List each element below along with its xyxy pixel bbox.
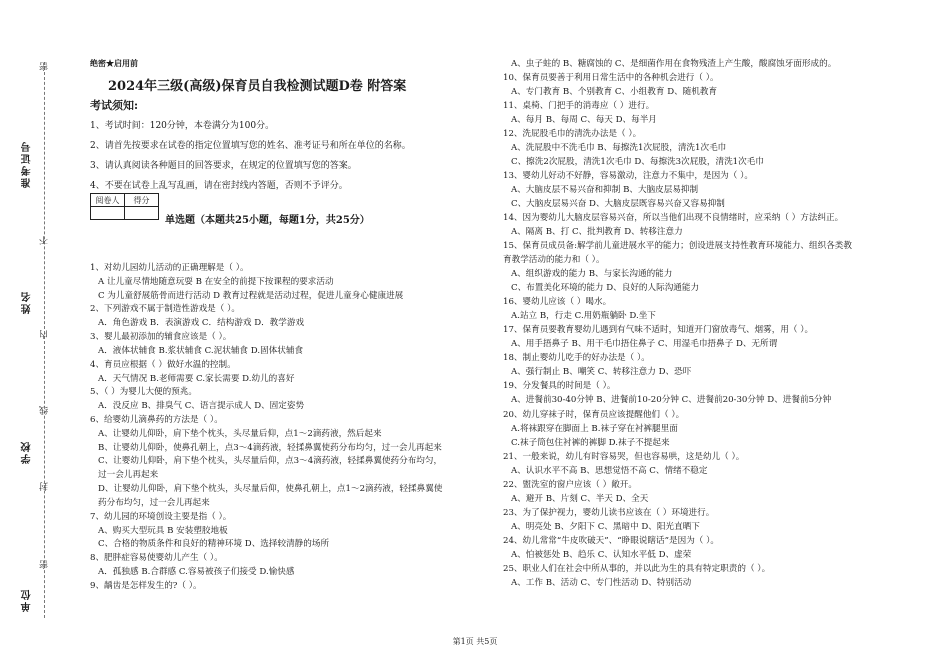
seal-mark: 密 (40, 62, 50, 71)
answer-option-line: A、进餐前30-40分钟 B、进餐前10-20分钟 C、进餐前20-30分钟 D、进餐前5分钟 (511, 395, 832, 406)
answer-option-line: A、组织游戏的能力 B、与家长沟通的能力 (511, 269, 673, 280)
answer-option-line: C 为儿童舒展筋骨而进行活动 D 教育过程就是活动过程，促进儿童身心健康进展 (98, 290, 404, 301)
question-line: 20、幼儿穿袜子时，保育员应该提醒他们（ ）。 (503, 409, 685, 420)
question-line: 11、桌椅、门把手的消毒应（ ）进行。 (503, 101, 655, 112)
question-line: 6、给婴幼儿滴鼻药的方法是（ ）。 (90, 415, 223, 426)
answer-option-line: A、认识水平不高 B、思想觉悟不高 C、情绪不稳定 (511, 465, 708, 476)
notice-item: 1、考试时间：120分钟，本卷满分为100分。 (90, 121, 275, 131)
seal-mark: 不 (40, 236, 50, 245)
question-line: 10、保育员要善于利用日常生活中的各种机会进行（ ）。 (503, 73, 719, 84)
section-title: 单选题（本题共25小题，每题1分，共25分） (165, 215, 370, 226)
notice-item: 4、不要在试卷上乱写乱画，请在密封线内答题，否则不予评分。 (90, 181, 348, 191)
answer-option-line: C、布置美化环境的能力 D、良好的人际沟通能力 (511, 283, 700, 294)
question-line: 育教学活动的能力和（ ）。 (503, 255, 605, 266)
seal-mark: 密 (40, 560, 50, 569)
question-line: 21、一般来说，幼儿有时容易哭，但也容易哄，这是幼儿（ ）。 (503, 451, 745, 462)
score-input-cell (125, 207, 159, 220)
answer-option-line: B、让婴幼儿仰卧，使鼻孔朝上，点3～4滴药液，轻揉鼻翼使药分布均匀，过一会儿再起来 (98, 442, 442, 453)
answer-option-line: A、强行制止 B、嘲笑 C、转移注意力 D、恐吓 (511, 367, 692, 378)
seal-mark: 线 (40, 406, 50, 415)
answer-option-line: 过一会儿再起来 (98, 470, 159, 481)
reviewer-input-cell (91, 207, 125, 220)
question-line: 15、保育员成员备:解学前儿童进展水平的能力；创设进展支持性教育环境能力、组织各类教 (503, 241, 852, 252)
answer-option-line: A.将袜跟穿在脚面上 B.袜子穿在衬裤腿里面 (511, 423, 678, 434)
question-line: 19、分发餐具的时间是（ ）。 (503, 381, 616, 392)
answer-option-line: A、购买大型玩具 B 安装塑胶地板 (98, 525, 228, 536)
answer-option-line: A、专门教育 B、个别教育 C、小组教育 D、随机教育 (511, 87, 718, 98)
label-unit: 单位 (22, 588, 33, 612)
answer-option-line: D、让婴幼儿仰卧，肩下垫个枕头，头尽量后仰，使鼻孔朝上，点1～2滴药液，轻揉鼻翼使 (98, 484, 443, 495)
question-line: 25、职业人们在社会中所从事的，并以此为生的具有特定职责的（ ）。 (503, 563, 771, 574)
answer-option-line: C、让婴幼儿仰卧，肩下垫个枕头，头尽量后仰，点3～4滴药液，轻揉鼻翼使药分布均匀， (98, 456, 443, 467)
answer-option-line: A．孤独感 B.合群感 C.容易被孩子们接受 D.愉快感 (98, 567, 295, 578)
answer-option-line: 药分布均匀，过一会儿再起来 (98, 497, 210, 508)
label-school: 学校 (22, 440, 33, 464)
answer-option-line: A．角色游戏 B．表演游戏 C．结构游戏 D．教学游戏 (98, 318, 305, 329)
answer-option-line: A、洗屁股中不洗毛巾 B、每擦洗1次屁股，清洗1次毛巾 (511, 143, 727, 154)
seal-mark: 封 (40, 482, 50, 491)
question-line: 24、幼儿常常“牛皮吹破天”、“睁眼说瞎话”是因为（ ）。 (503, 535, 720, 546)
answer-option-line: A．液体状辅食 B.浆状辅食 C.泥状辅食 D.固体状辅食 (98, 345, 304, 356)
question-line: 12、洗屁股毛巾的清洗办法是（ ）。 (503, 129, 642, 140)
question-line: 3、婴儿最初添加的辅食应该是（ ）。 (90, 332, 232, 343)
secret-label: 绝密★启用前 (90, 58, 138, 68)
answer-option-line: A、怕被惩处 B、趋乐 C、认知水平低 D、虚荣 (511, 549, 692, 560)
notice-heading: 考试须知: (90, 99, 139, 112)
answer-option-line: A、工作 B、活动 C、专门性活动 D、特别活动 (511, 577, 692, 588)
score-cell: 得分 (125, 194, 159, 207)
question-line: 4、育员应根据（ ）做好水温的控制。 (90, 359, 236, 370)
answer-option-line: A、每月 B、每周 C、每天 D、每半月 (511, 115, 657, 126)
question-line: 5、（ ）为婴儿大便的预兆。 (90, 387, 198, 398)
question-line: 14、因为婴幼儿大脑皮层容易兴奋，所以当他们出现不良情绪时，应采纳（ ）方法纠正。 (503, 213, 844, 224)
question-line: 13、婴幼儿好动不好静，容易激动，注意力不集中，是因为（ ）。 (503, 171, 753, 182)
answer-option-line: A、明亮处 B、夕阳下 C、黑暗中 D、阳光直晒下 (511, 521, 700, 532)
question-line: 9、龋齿是怎样发生的?（ ）。 (90, 580, 202, 591)
answer-option-line: A．天气情况 B.老师需要 C.家长需要 D.幼儿的喜好 (98, 373, 295, 384)
question-line: 7、幼儿园的环境创设主要是指（ ）。 (90, 511, 232, 522)
notice-item: 3、请认真阅读各种题目的回答要求，在规定的位置填写您的答案。 (90, 161, 357, 171)
label-exam-number: 准考证号 (22, 140, 33, 188)
reviewer-cell: 阅卷人 (91, 194, 125, 207)
seal-mark: 内 (40, 330, 50, 339)
question-line: 1、对幼儿园幼儿活动的正确理解是（ ）。 (90, 263, 249, 273)
answer-option-line: C、大脑皮层易兴奋 D、大脑皮层既容易兴奋又容易抑制 (511, 199, 725, 210)
question-line: 18、制止婴幼儿吃手的好办法是（ ）。 (503, 353, 650, 364)
question-line: 8、肥胖症容易使婴幼儿产生（ ）。 (90, 553, 223, 564)
page-footer: 第1页 共5页 (452, 637, 498, 646)
answer-option-line: A、隔离 B、打 C、批判教育 D、转移注意力 (511, 227, 683, 238)
question-line: 23、为了保护视力，婴幼儿读书应该在（ ）环境进行。 (503, 507, 715, 518)
answer-option-line: C、擦洗2次屁股，清洗1次毛巾 D、每擦洗3次屁股，清洗1次毛巾 (511, 157, 764, 168)
notice-item: 2、请首先按要求在试卷的指定位置填写您的姓名、准考证号和所在单位的名称。 (90, 141, 411, 151)
answer-option-line: C.袜子筒包住衬裤的裤脚 D.袜子不提起来 (511, 437, 670, 448)
binding-dashed-line (44, 62, 45, 618)
answer-option-line: A．没反应 B、排臭气 C、语言提示成人 D、固定姿势 (98, 401, 305, 412)
page-title: 2024年三级(高级)保育员自我检测试题D卷 附答案 (108, 79, 407, 94)
answer-option-line: A、用手捂鼻子 B、用干毛巾捂住鼻子 C、用湿毛巾捂鼻子 D、无所谓 (511, 339, 778, 350)
answer-option-line: A、让婴幼儿仰卧，肩下垫个枕头，头尽量后仰，点1～2滴药液，然后起来 (98, 428, 382, 439)
question-line: 22、盥洗室的窗户应该（ ）敞开。 (503, 479, 637, 490)
label-name: 姓名 (22, 290, 33, 314)
answer-option-line: A、避开 B、片刻 C、半天 D、全天 (511, 493, 649, 504)
answer-option-line: A、虫子蛀的 B、糖腐蚀的 C、是细菌作用在食物残渣上产生酸，酸腐蚀牙面形成的。 (511, 59, 837, 69)
question-line: 2、下列游戏不属于制造性游戏是（ ）。 (90, 304, 240, 315)
score-box (90, 193, 159, 220)
question-line: 17、保育员要教育婴幼儿遇到有气味不适时，知道开门窗放毒气、烟雾，用（ ）。 (503, 325, 814, 336)
answer-option-line: C、合格的物质条件和良好的精神环境 D、选择较清静的场所 (98, 539, 330, 550)
answer-option-line: A、大脑皮层不易兴奋和抑制 B、大脑皮层易抑制 (511, 185, 699, 196)
question-line: 16、婴幼儿应该（ ）喝水。 (503, 297, 612, 308)
answer-option-line: A.站立 B，行走 C.用奶瓶躺卧 D.坐下 (511, 311, 656, 322)
answer-option-line: A 让儿童尽情地随意玩耍 B 在安全的前提下按课程的要求活动 (98, 276, 334, 287)
